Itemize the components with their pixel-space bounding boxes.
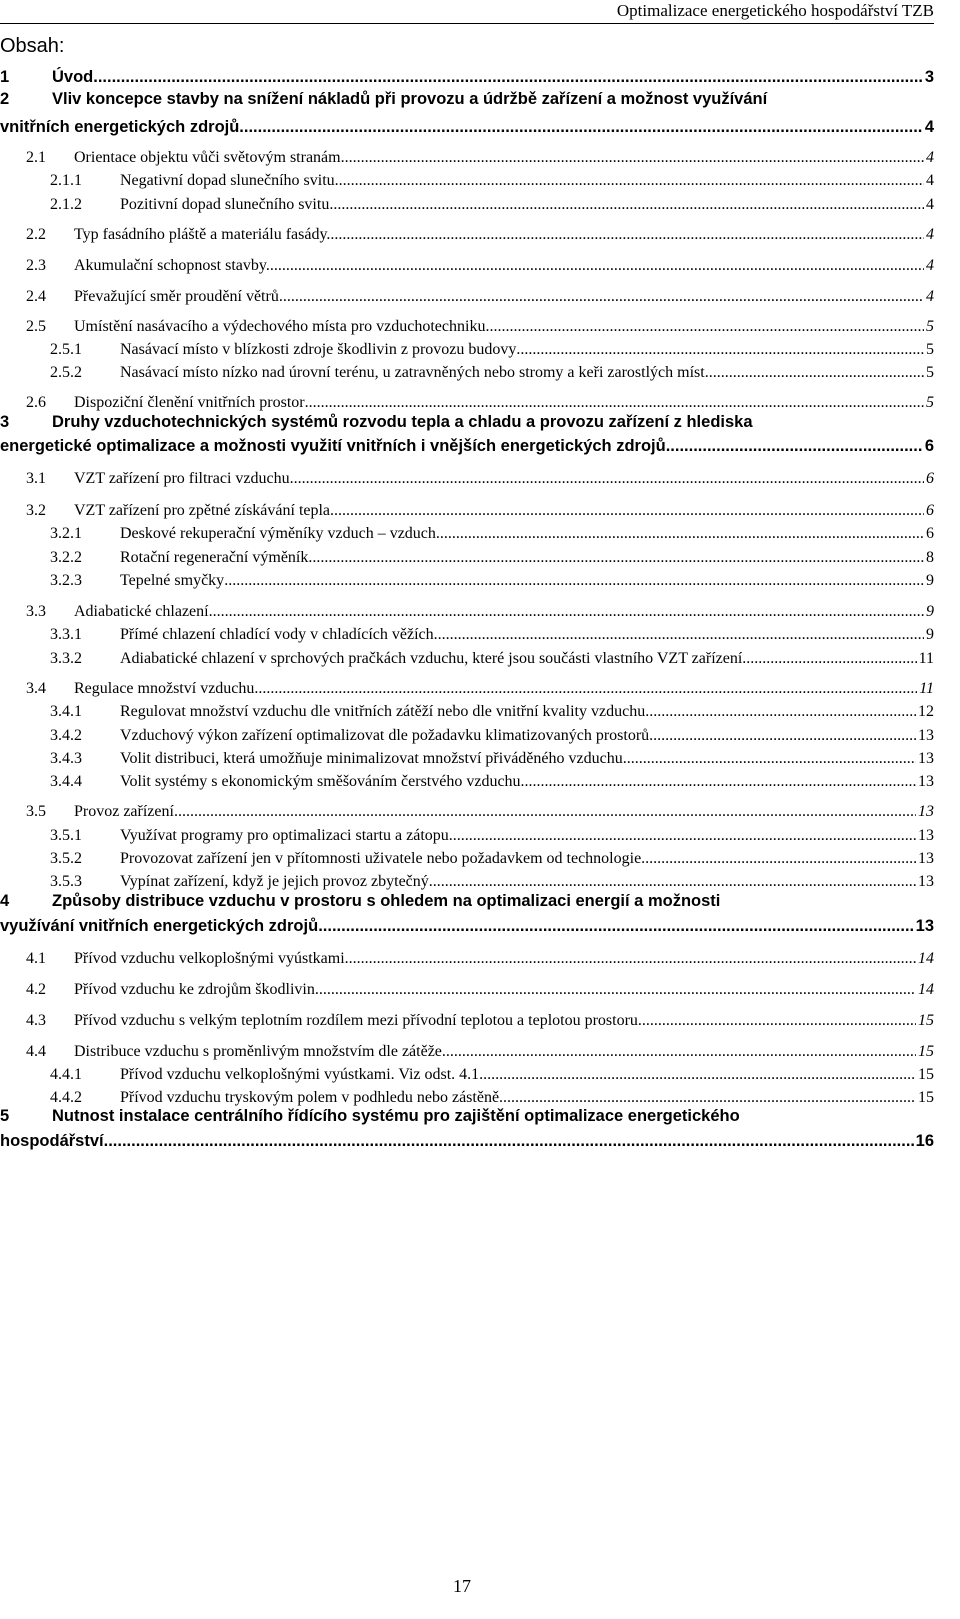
toc-entry[interactable] (0, 68, 934, 87)
toc-entry-title-continuation: využívání vnitřních energetických zdrojů (0, 917, 319, 935)
toc-entry-title: Deskové rekuperační výměníky vzduch – vzduch. (120, 525, 440, 542)
toc-entry-number: 2.1.2 (50, 196, 82, 213)
toc-entry-number: 3.3.2 (50, 650, 82, 667)
toc-leader-dots (746, 650, 916, 668)
header-rule (0, 23, 934, 24)
toc-leader-dots (174, 803, 916, 821)
toc-entry-number: 2.1.1 (50, 172, 82, 189)
toc-entry[interactable] (0, 981, 934, 999)
toc-entry[interactable] (0, 803, 934, 821)
toc-entry-title: Vypínat zařízení, když je jejich provoz zbytečný (120, 873, 429, 890)
toc-entry-title: Dispoziční členění vnitřních prostor (74, 394, 305, 411)
toc-entry-number: 3.4 (26, 680, 46, 697)
toc-entry-title: Provoz zařízení (74, 803, 174, 820)
page-number: 17 (453, 1576, 471, 1596)
toc-entry[interactable] (0, 394, 934, 412)
toc-entry-title: Přívod vzduchu s velkým teplotním rozdílem mezi přívodní teplotou a teplotou prostoru. (74, 1012, 642, 1029)
toc-entry-page: 16 (915, 1132, 934, 1150)
toc-entry-number: 2.3 (26, 257, 46, 274)
toc-entry-page: 15 (918, 1089, 934, 1106)
toc-entry[interactable] (0, 502, 934, 520)
toc-entry-number: 3.4.4 (50, 773, 82, 790)
toc-entry-number: 2.5 (26, 318, 46, 335)
toc-leader-dots (440, 525, 924, 543)
toc-entry-number: 3.3.1 (50, 626, 82, 643)
toc-entry[interactable] (0, 341, 934, 359)
toc-entry-number: 3.2.1 (50, 525, 82, 542)
toc-leader-dots (294, 470, 924, 488)
toc-leader-dots (305, 394, 924, 412)
toc-entry-number: 2.4 (26, 288, 46, 305)
toc-entry-page: 6 (924, 437, 934, 455)
toc-entry[interactable] (0, 90, 934, 109)
toc-entry-number: 3.5 (26, 803, 46, 820)
toc-entry-number: 4.4.1 (50, 1066, 82, 1083)
toc-entry[interactable] (0, 773, 934, 791)
toc-entry-page: 4 (926, 149, 934, 166)
toc-entry-title: Regulovat množství vzduchu dle vnitřních zátěží nebo dle vnitřní kvality vzduchu. (120, 703, 650, 720)
toc-entry[interactable] (0, 226, 934, 244)
toc-entry-page: 5 (926, 341, 934, 358)
toc-leader-dots (649, 703, 916, 721)
toc-entry[interactable] (0, 750, 934, 768)
toc-entry-title: Volit distribuci, která umožňuje minimalizovat množství přiváděného vzduchu. (120, 750, 627, 767)
toc-leader-dots (521, 773, 916, 791)
toc-leader-dots (483, 1066, 916, 1084)
toc-entry-continuation[interactable] (0, 437, 934, 456)
toc-heading: Obsah: (0, 35, 65, 57)
toc-entry[interactable] (0, 196, 934, 214)
toc-leader-dots (489, 318, 924, 336)
toc-leader-dots (670, 437, 923, 456)
toc-entry-page: 4 (926, 288, 934, 305)
toc-entry[interactable] (0, 1066, 934, 1084)
toc-leader-dots (434, 626, 924, 644)
toc-entry-page: 13 (915, 917, 934, 935)
toc-leader-dots (330, 226, 924, 244)
toc-entry[interactable] (0, 288, 934, 306)
toc-entry-number: 4.4 (26, 1043, 46, 1060)
toc-entry-number: 3.1 (26, 470, 46, 487)
toc-entry-title: Přímé chlazení chladící vody v chladících věžích (120, 626, 434, 643)
toc-entry-page: 4 (926, 172, 934, 189)
toc-entry-title: Rotační regenerační výměník (120, 549, 309, 566)
toc-leader-dots (98, 68, 923, 87)
toc-entry-title: Vliv koncepce stavby na snížení nákladů při provozu a údržbě zařízení a možnost využívání (52, 90, 768, 108)
toc-entry-number: 2.6 (26, 394, 46, 411)
toc-entry-page: 13 (918, 727, 934, 744)
toc-entry[interactable] (0, 727, 934, 745)
toc-leader-dots (341, 149, 924, 167)
toc-entry-number: 4 (0, 892, 10, 910)
toc-entry[interactable] (0, 680, 934, 698)
toc-entry[interactable] (0, 525, 934, 543)
toc-entry-title: VZT zařízení pro zpětné získávání tepla. (74, 502, 335, 519)
toc-entry-page: 13 (918, 850, 934, 867)
toc-entry[interactable] (0, 364, 934, 382)
toc-entry-number: 3.3 (26, 603, 46, 620)
toc-entry-title: Pozitivní dopad slunečního svitu. (120, 196, 334, 213)
toc-entry-page: 15 (918, 1066, 934, 1083)
toc-entry-title: Úvod. (52, 68, 98, 86)
toc-entry[interactable] (0, 149, 934, 167)
toc-entry-title: Volit systémy s ekonomickým směšováním čerstvého vzduchu (120, 773, 521, 790)
toc-entry-title: Přívod vzduchu ke zdrojům škodlivin. (74, 981, 319, 998)
toc-entry-page: 11 (919, 680, 934, 697)
toc-entry-title: Typ fasádního pláště a materiálu fasády. (74, 226, 331, 243)
toc-leader-dots (349, 950, 916, 968)
toc-leader-dots (429, 873, 916, 891)
toc-entry-title: Umístění nasávacího a výdechového místa pro vzduchotechniku. (74, 318, 490, 335)
toc-entry-page: 6 (926, 470, 934, 487)
toc-entry-page: 5 (926, 318, 934, 335)
toc-entry-number: 4.3 (26, 1012, 46, 1029)
toc-entry-page: 14 (918, 981, 934, 998)
toc-entry-page: 5 (926, 394, 934, 411)
toc-entry-title: Akumulační schopnost stavby. (74, 257, 270, 274)
toc-entry[interactable] (0, 827, 934, 845)
toc-entry[interactable] (0, 1089, 934, 1107)
toc-leader-dots (224, 572, 924, 590)
toc-leader-dots (339, 172, 924, 190)
toc-entry-title: Přívod vzduchu velkoplošnými vyústkami. (74, 950, 349, 967)
toc-entry-page: 13 (918, 803, 934, 820)
toc-entry-title: Přívod vzduchu velkoplošnými vyústkami. Viz odst. 4.1. (120, 1066, 484, 1083)
toc-entry-page: 9 (926, 603, 934, 620)
toc-entry-number: 2.1 (26, 149, 46, 166)
toc-entry-page: 4 (924, 118, 934, 136)
toc-leader-dots (642, 1012, 916, 1030)
toc-entry-page: 6 (926, 525, 934, 542)
toc-entry-title: Adiabatické chlazení (74, 603, 209, 620)
toc-entry[interactable] (0, 1107, 934, 1126)
toc-entry[interactable] (0, 318, 934, 336)
toc-entry-number: 3.4.3 (50, 750, 82, 767)
toc-entry-title: Přívod vzduchu tryskovým polem v podhledu nebo zástěně. (120, 1089, 504, 1106)
toc-entry-title: Využívat programy pro optimalizaci startu a zátopu. (120, 827, 453, 844)
toc-entry-title: Regulace množství vzduchu. (74, 680, 259, 697)
toc-entry-number: 3.5.2 (50, 850, 82, 867)
toc-entry[interactable] (0, 572, 934, 590)
toc-leader-dots (244, 118, 923, 137)
toc-entry-page: 13 (918, 873, 934, 890)
toc-entry-number: 3 (0, 413, 10, 431)
toc-entry-title: Provozovat zařízení jen v přítomnosti uživatele nebo požadavkem od technologie. (120, 850, 646, 867)
toc-leader-dots (283, 288, 924, 306)
toc-entry-continuation[interactable] (0, 118, 934, 137)
toc-entry-title: Negativní dopad slunečního svitu. (120, 172, 339, 189)
toc-leader-dots (334, 502, 924, 520)
toc-entry-page: 4 (926, 257, 934, 274)
toc-entry-number: 3.2 (26, 502, 46, 519)
toc-leader-dots (270, 257, 924, 275)
toc-leader-dots (627, 750, 916, 768)
toc-entry[interactable] (0, 650, 934, 668)
toc-entry-page: 11 (918, 650, 934, 667)
toc-entry-page: 14 (918, 950, 934, 967)
toc-entry-page: 13 (918, 773, 934, 790)
toc-entry[interactable] (0, 626, 934, 644)
toc-entry-number: 2.2 (26, 226, 46, 243)
toc-entry-number: 4.4.2 (50, 1089, 82, 1106)
toc-entry-title: Způsoby distribuce vzduchu v prostoru s ohledem na optimalizaci energií a možnosti (52, 892, 721, 910)
toc-entry-number: 3.5.3 (50, 873, 82, 890)
toc-entry-continuation[interactable] (0, 1132, 934, 1151)
toc-entry-page: 13 (918, 750, 934, 767)
toc-entry-page: 6 (926, 502, 934, 519)
toc-entry[interactable] (0, 850, 934, 868)
toc-leader-dots (645, 850, 916, 868)
toc-leader-dots (446, 1043, 916, 1061)
toc-entry-number: 3.2.3 (50, 572, 82, 589)
toc-entry-continuation[interactable] (0, 917, 934, 936)
toc-entry-number: 2.5.2 (50, 364, 82, 381)
toc-entry-number: 4.1 (26, 950, 46, 967)
toc-entry-number: 3.4.1 (50, 703, 82, 720)
toc-entry[interactable] (0, 950, 934, 968)
page-header-title: Optimalizace energetického hospodářství TZB (616, 1, 934, 20)
toc-leader-dots (709, 364, 924, 382)
toc-entry[interactable] (0, 470, 934, 488)
toc-entry-title-continuation: energetické optimalizace a možnosti využití vnitřních i vnějších energetických zdrojů. (0, 437, 671, 455)
toc-entry[interactable] (0, 413, 934, 432)
toc-entry-page: 9 (926, 572, 934, 589)
toc-entry-title-continuation: hospodářství (0, 1132, 104, 1150)
toc-entry-page: 15 (918, 1043, 934, 1060)
toc-leader-dots (503, 1089, 916, 1107)
toc-entry-number: 4.2 (26, 981, 46, 998)
toc-entry[interactable] (0, 549, 934, 567)
toc-entry-title: VZT zařízení pro filtraci vzduchu. (74, 470, 294, 487)
toc-entry-title: Adiabatické chlazení v sprchových pračkách vzduchu, které jsou součásti vlastního VZT zařízení. (120, 650, 747, 667)
toc-entry-title: Převažující směr proudění větrů. (74, 288, 283, 305)
toc-entry-page: 15 (918, 1012, 934, 1029)
toc-entry[interactable] (0, 172, 934, 190)
toc-entry-page: 5 (926, 364, 934, 381)
toc-entry[interactable] (0, 703, 934, 721)
toc-entry-page: 4 (926, 226, 934, 243)
toc-entry-number: 1 (0, 68, 10, 86)
toc-entry[interactable] (0, 603, 934, 621)
toc-leader-dots (319, 981, 916, 999)
toc-entry-page: 9 (926, 626, 934, 643)
toc-entry[interactable] (0, 1012, 934, 1030)
toc-entry-title: Nasávací místo v blízkosti zdroje škodlivin z provozu budovy (120, 341, 517, 358)
toc-entry-title: Distribuce vzduchu s proměnlivým množstvím dle zátěže. (74, 1043, 446, 1060)
toc-entry[interactable] (0, 892, 934, 911)
toc-entry-title: Vzduchový výkon zařízení optimalizovat dle požadavku klimatizovaných prostorů. (120, 727, 654, 744)
toc-leader-dots (318, 917, 913, 936)
toc-entry-title: Orientace objektu vůči světovým stranám (74, 149, 341, 166)
toc-entry-title: Nutnost instalace centrálního řídícího systému pro zajištění optimalizace energetického (52, 1107, 740, 1125)
toc-entry[interactable] (0, 1043, 934, 1061)
toc-leader-dots (453, 827, 916, 845)
toc-leader-dots (653, 727, 916, 745)
toc-entry-page: 13 (918, 827, 934, 844)
toc-entry-number: 3.2.2 (50, 549, 82, 566)
toc-entry-title: Druhy vzduchotechnických systémů rozvodu tepla a chladu a provozu zařízení z hlediska (52, 413, 753, 431)
toc-leader-dots (516, 341, 924, 359)
toc-entry[interactable] (0, 257, 934, 275)
toc-entry-page: 4 (926, 196, 934, 213)
toc-entry-page: 3 (924, 68, 934, 86)
toc-leader-dots (308, 549, 924, 567)
toc-entry-number: 5 (0, 1107, 10, 1125)
toc-leader-dots (258, 680, 917, 698)
toc-leader-dots (333, 196, 924, 214)
toc-entry-number: 2 (0, 90, 10, 108)
toc-entry-title-continuation: vnitřních energetických zdrojů. (0, 118, 244, 136)
toc-entry-title: Nasávací místo nízko nad úrovní terénu, u zatravněných nebo stromy a keři zarostlých míst. (120, 364, 709, 381)
toc-entry-number: 3.5.1 (50, 827, 82, 844)
toc-entry-title: Tepelné smyčky (120, 572, 225, 589)
toc-entry-page: 8 (926, 549, 934, 566)
toc-leader-dots (209, 603, 924, 621)
toc-leader-dots (104, 1132, 914, 1151)
toc-entry-number: 2.5.1 (50, 341, 82, 358)
toc-entry[interactable] (0, 873, 934, 891)
toc-entry-page: 12 (918, 703, 934, 720)
toc-entry-number: 3.4.2 (50, 727, 82, 744)
